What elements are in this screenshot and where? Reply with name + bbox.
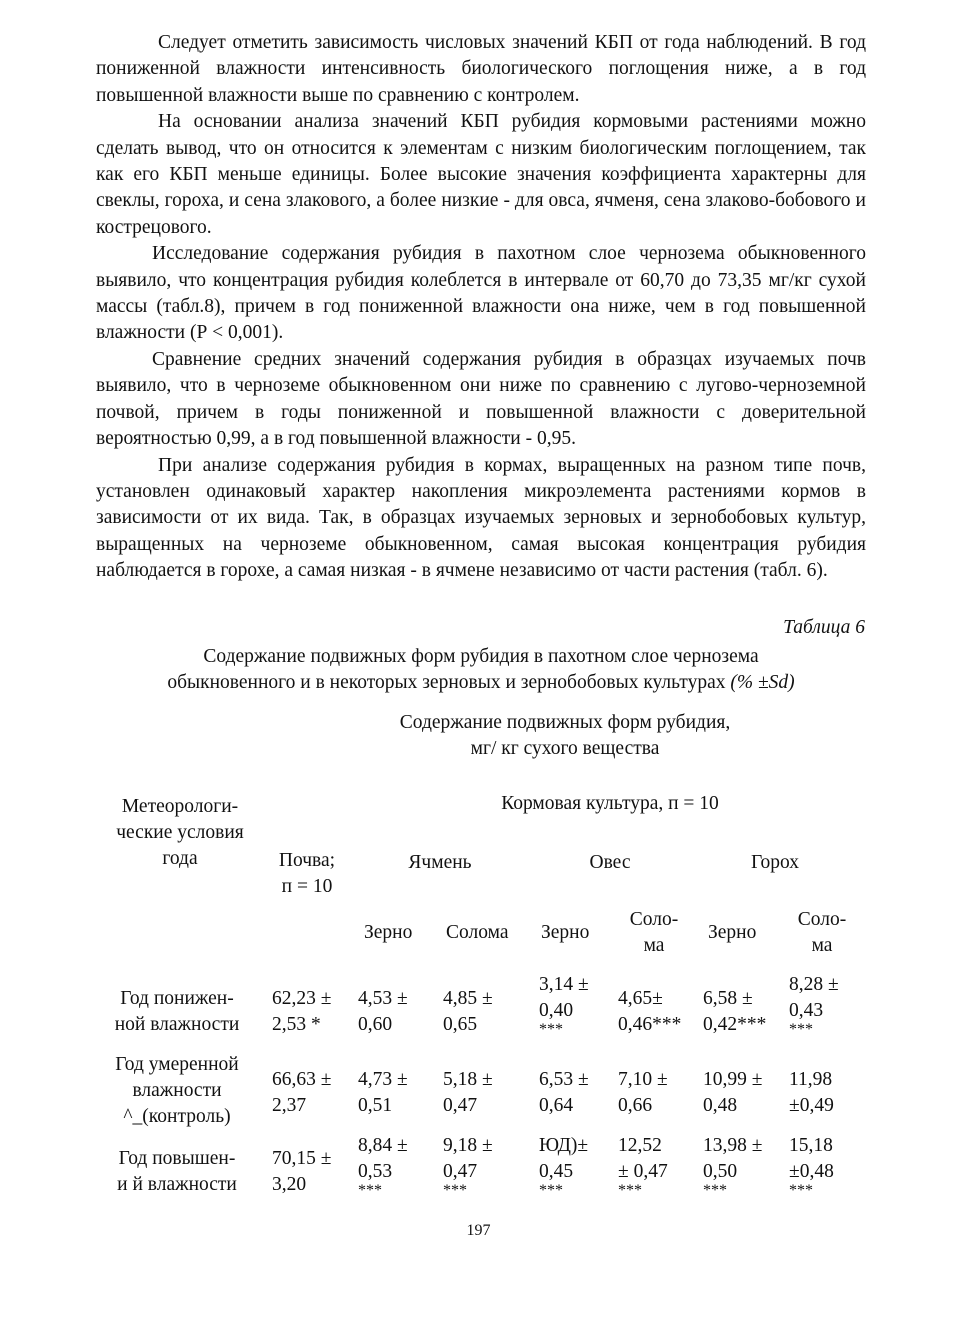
- cell-line: 4,85 ±: [443, 988, 493, 1009]
- cell-line: ЮД)±: [539, 1135, 589, 1156]
- cell-oats-straw: [618, 1133, 668, 1197]
- cell-line: 2,37: [272, 1095, 307, 1116]
- table-row-condition: [96, 1052, 258, 1130]
- cell-line: 0,42***: [703, 1014, 767, 1035]
- cell-peas-straw: [789, 1133, 834, 1197]
- cell-line: 8,84 ±: [358, 1135, 408, 1156]
- cell-soil: [272, 1146, 331, 1198]
- paragraph: Исследование содержания рубидия в пахотном слое чернозема обыкновенного выявило, что концентрация рубидия колеблется в интервале от 60,70 до 73,35 мг/кг сухой массы (табл.8), причем в год пониженной влажности она ниже, чем в год повышенной влажности (Р < 0,001).: [96, 243, 866, 344]
- cell-line: 0,64: [539, 1095, 574, 1116]
- cell-barley-grain: [358, 1133, 408, 1197]
- cell-line: 62,23 ±: [272, 988, 332, 1009]
- header-peas: Горох: [750, 852, 800, 873]
- significance-stars: ***: [618, 1182, 642, 1199]
- table-row-condition: [96, 986, 258, 1038]
- significance-stars: ***: [703, 1182, 727, 1199]
- header-peas-straw-line: ма: [811, 935, 833, 956]
- paragraph: Сравнение средних значений содержания рубидия в образцах изучаемых почв выявило, что в черноземе обыкновенном они ниже по сравнению с лугово-черноземной почвой, причем в годы пониженной и повышенной влажности с доверительной вероятностью 0,99, а в год повышенной влажности - 0,95.: [96, 348, 866, 450]
- header-soil: [262, 848, 352, 900]
- table-row-condition: [96, 1146, 258, 1198]
- header-oats-straw-line: ма: [643, 935, 665, 956]
- cell-line: 4,73 ±: [358, 1069, 408, 1090]
- cell-line: 66,63 ±: [272, 1069, 332, 1090]
- body-text: [96, 30, 866, 585]
- cell-oats-grain: [539, 1067, 589, 1119]
- page-number: 197: [466, 1222, 491, 1239]
- table-title-units: (% ±Sd): [730, 672, 795, 693]
- cell-soil: [272, 1067, 331, 1119]
- cell-oats-straw: [618, 1067, 668, 1119]
- cell-oats-straw: [618, 986, 681, 1038]
- significance-stars: ***: [358, 1182, 382, 1199]
- cell-line: 3,14 ±: [539, 974, 589, 995]
- cell-barley-grain: [358, 1067, 408, 1119]
- cell-line: 10,99 ±: [703, 1069, 763, 1090]
- table-title-line: обыкновенного и в некоторых зерновых и зернобобовых культурах: [167, 672, 726, 693]
- header-soil-line: п = 10: [281, 876, 333, 897]
- cell-line: 2,53 *: [272, 1014, 321, 1035]
- cell-line: 0,40: [539, 1000, 574, 1021]
- cell-line: 13,98 ±: [703, 1135, 763, 1156]
- cell-line: 0,50: [703, 1161, 738, 1182]
- condition-line: ной влажности: [114, 1014, 240, 1035]
- header-content-line: Содержание подвижных форм рубидия,: [399, 712, 731, 733]
- header-soil-line: Почва;: [278, 850, 336, 871]
- table-title-line: Содержание подвижных форм рубидия в пахотном слое чернозема: [203, 646, 759, 667]
- header-oats-straw: [614, 907, 694, 959]
- header-weather: [100, 794, 260, 872]
- condition-line: Год повышен-: [118, 1148, 236, 1169]
- cell-line: 0,43: [789, 1000, 824, 1021]
- table-label: Таблица 6: [783, 617, 865, 638]
- cell-line: 11,98: [789, 1069, 833, 1090]
- cell-line: 0,60: [358, 1014, 393, 1035]
- condition-line: и й влажности: [117, 1174, 237, 1195]
- header-content: [340, 710, 790, 762]
- cell-peas-grain: [703, 1133, 762, 1197]
- cell-line: ± 0,47: [618, 1161, 668, 1182]
- cell-line: 0,51: [358, 1095, 393, 1116]
- header-oats-grain: Зерно: [541, 922, 590, 943]
- significance-stars: ***: [443, 1182, 467, 1199]
- header-oats: Овес: [589, 852, 631, 873]
- cell-barley-straw: [443, 1133, 493, 1197]
- cell-line: 4,65±: [618, 988, 663, 1009]
- cell-line: 0,46***: [618, 1014, 682, 1035]
- paragraph: На основании анализа значений КБП рубидия кормовыми растениями можно сделать вывод, что он относится к элементам с низким биологическим поглощением, так как его КБП меньше единицы. Более высокие значения коэффициента характерны для свеклы, гороха, и сена злакового, а более низкие - для овса, ячменя, сена злаково-бобового и кострецового.: [96, 111, 866, 238]
- header-oats-straw-line: Соло-: [629, 909, 679, 930]
- header-peas-straw-line: Соло-: [797, 909, 847, 930]
- condition-line: Год умеренной: [115, 1054, 239, 1075]
- header-barley-straw: Солома: [446, 922, 509, 943]
- header-forage: Кормовая культура, п = 10: [501, 793, 719, 814]
- cell-line: 12,52: [618, 1135, 662, 1156]
- header-peas-grain: Зерно: [708, 922, 757, 943]
- condition-line: ^_(контроль): [123, 1106, 231, 1127]
- header-weather-line: ческие условия: [116, 822, 244, 843]
- header-peas-straw: [782, 907, 862, 959]
- cell-peas-straw: [789, 972, 839, 1036]
- cell-line: 6,53 ±: [539, 1069, 589, 1090]
- cell-peas-grain: [703, 986, 766, 1038]
- table-title: [96, 644, 866, 696]
- paragraph: Следует отметить зависимость числовых значений КБП от года наблюдений. В год пониженной влажности интенсивность биологического поглощения ниже, а в год повышенной влажности выше по сравнению с контролем.: [96, 32, 866, 106]
- cell-oats-grain: [539, 1133, 588, 1197]
- significance-stars: ***: [539, 1021, 563, 1038]
- cell-line: 0,53: [358, 1161, 393, 1182]
- header-barley: Ячмень: [408, 852, 472, 873]
- condition-line: влажности: [132, 1080, 222, 1101]
- cell-line: ±0,49: [789, 1095, 834, 1116]
- header-content-line: мг/ кг сухого вещества: [470, 738, 660, 759]
- cell-line: 0,65: [443, 1014, 478, 1035]
- cell-line: 5,18 ±: [443, 1069, 493, 1090]
- cell-barley-straw: [443, 986, 493, 1038]
- cell-line: 4,53 ±: [358, 988, 408, 1009]
- significance-stars: ***: [789, 1021, 813, 1038]
- significance-stars: ***: [539, 1182, 563, 1199]
- cell-line: 0,47: [443, 1161, 478, 1182]
- cell-barley-grain: [358, 986, 408, 1038]
- cell-peas-straw: [789, 1067, 834, 1119]
- cell-line: 0,47: [443, 1095, 478, 1116]
- cell-line: 0,66: [618, 1095, 653, 1116]
- cell-line: 0,45: [539, 1161, 574, 1182]
- header-weather-line: Метеорологи-: [121, 796, 239, 817]
- cell-line: 0,48: [703, 1095, 738, 1116]
- cell-line: 3,20: [272, 1174, 307, 1195]
- cell-line: 70,15 ±: [272, 1148, 332, 1169]
- cell-line: 6,58 ±: [703, 988, 753, 1009]
- paragraph: При анализе содержания рубидия в кормах, выращенных на разном типе почв, установлен одинаковый характер накопления микроэлемента растениями кормов в зависимости от их вида. Так, в образцах изучаемых зерновых и зернобобовых культур, выращенных на черноземе обыкновенном, самая высокая концентрация рубидия наблюдается в горохе, а самая низкая - в ячмене независимо от части растения (табл. 6).: [96, 454, 866, 582]
- cell-line: 9,18 ±: [443, 1135, 493, 1156]
- header-barley-grain: Зерно: [364, 922, 413, 943]
- condition-line: Год понижен-: [120, 988, 234, 1009]
- cell-peas-grain: [703, 1067, 762, 1119]
- cell-line: 15,18: [789, 1135, 833, 1156]
- cell-barley-straw: [443, 1067, 493, 1119]
- cell-oats-grain: [539, 972, 589, 1036]
- significance-stars: ***: [789, 1182, 813, 1199]
- cell-soil: [272, 986, 331, 1038]
- cell-line: ±0,48: [789, 1161, 834, 1182]
- cell-line: 7,10 ±: [618, 1069, 668, 1090]
- cell-line: 8,28 ±: [789, 974, 839, 995]
- header-weather-line: года: [162, 848, 198, 869]
